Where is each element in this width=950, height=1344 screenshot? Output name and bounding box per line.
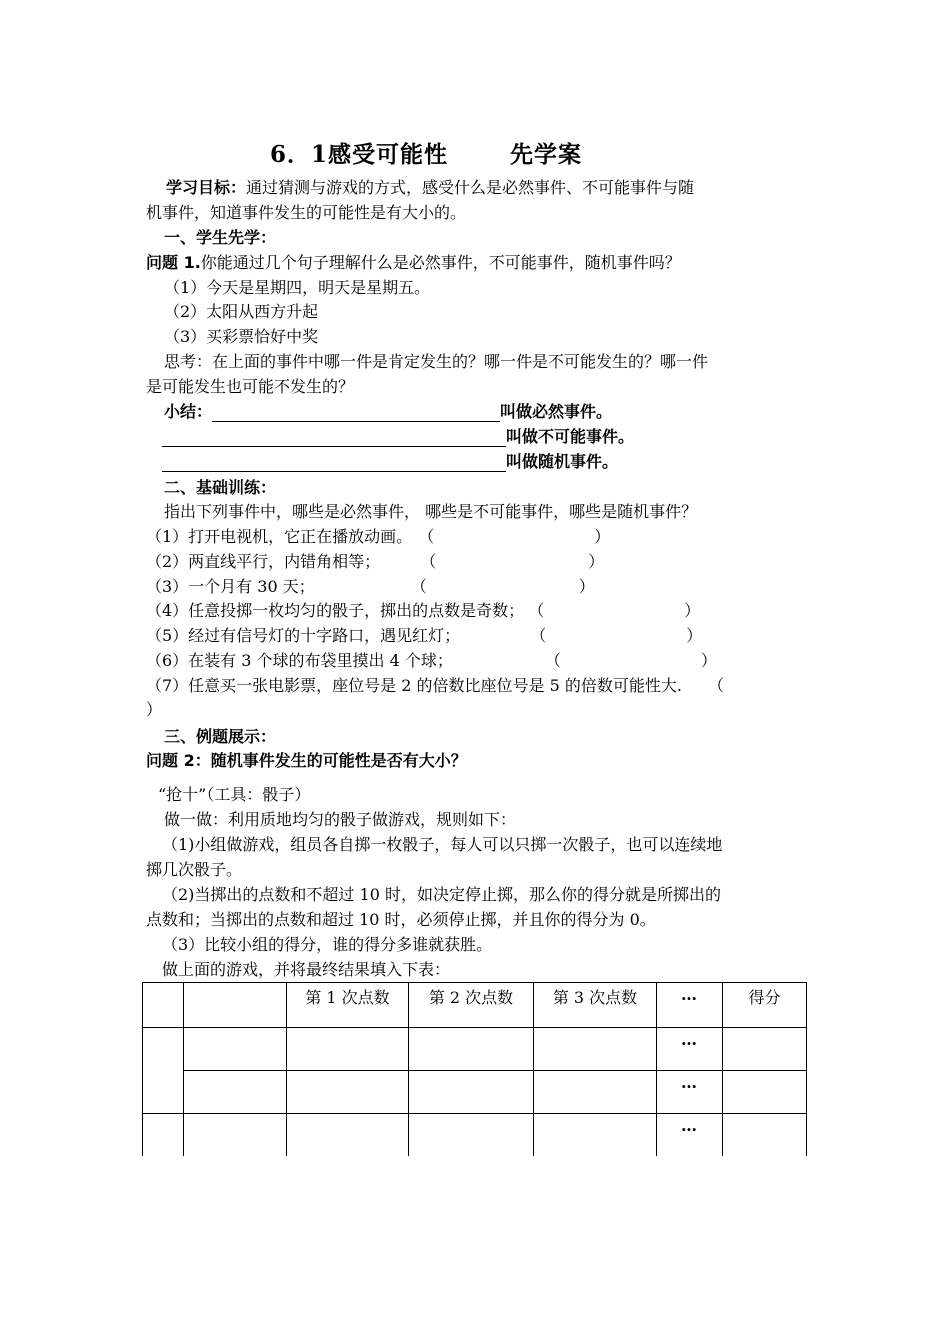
score-cell[interactable]	[723, 1028, 807, 1071]
header-cell-name	[184, 983, 287, 1028]
section3-heading: 三、例题展示：	[164, 727, 277, 746]
exercise-2: （2）两直线平行，内错角相等； （ ）	[146, 552, 605, 571]
think-line-1: 思考：在上面的事件中哪一件是肯定发生的？哪一件是不可能发生的？哪一件	[164, 352, 709, 371]
header-cell-group	[143, 983, 184, 1028]
section2-heading: 二、基础训练：	[164, 478, 277, 497]
objective-line-1: 学习目标：通过猜测与游戏的方式，感受什么是必然事件、不可能事件与随	[166, 178, 695, 197]
question-2: 问题 2：随机事件发生的可能性是否有大小？	[146, 751, 467, 770]
game-name: “抢十”（工具：骰子）	[158, 785, 311, 804]
table-row	[143, 1028, 807, 1071]
summary-blank-3[interactable]	[162, 455, 506, 472]
summary-blank-2[interactable]	[162, 430, 506, 447]
summary-line-2: 叫做不可能事件。	[162, 427, 634, 447]
fill-instruction: 做上面的游戏，并将最终结果填入下表：	[162, 960, 451, 979]
question-1: 问题 1.你能通过几个句子理解什么是必然事件，不可能事件，随机事件吗？	[146, 253, 681, 272]
header-cell-roll-2: 第 2 次点数	[409, 983, 534, 1028]
exercise-4: （4）任意投掷一枚均匀的骰子，掷出的点数是奇数； （ ）	[146, 601, 701, 620]
table-cell[interactable]	[409, 1114, 534, 1157]
header-cell-roll-3: 第 3 次点数	[534, 983, 657, 1028]
group-cell[interactable]	[143, 1114, 184, 1157]
exercise-3: （3）一个月有 30 天； （ ）	[146, 577, 595, 596]
ellipsis-cell: …	[657, 1071, 723, 1114]
exercise-6: （6）在装有 3 个球的布袋里摸出 4 个球； （ ）	[146, 651, 717, 670]
exercise-7-close[interactable]: ）	[146, 700, 163, 719]
table-cell[interactable]	[534, 1071, 657, 1114]
exercise-7: （7）任意买一张电影票，座位号是 2 的倍数比座位号是 5 的倍数可能性大. （	[146, 676, 724, 695]
rule-2a: （2)当掷出的点数和不超过 10 时，如决定停止掷，那么你的得分就是所掷出的	[162, 885, 721, 904]
page-title: 6．1感受可能性 先学案	[270, 141, 583, 168]
score-table	[142, 982, 807, 1156]
table-cell[interactable]	[534, 1114, 657, 1157]
table-cell[interactable]	[287, 1071, 409, 1114]
table-cell[interactable]	[184, 1071, 287, 1114]
table-cell[interactable]	[184, 1028, 287, 1071]
ellipsis-cell: …	[657, 1028, 723, 1071]
objective-line-2: 机事件，知道事件发生的可能性是有大小的。	[146, 203, 467, 222]
table-row	[143, 1114, 807, 1157]
score-cell[interactable]	[723, 1071, 807, 1114]
rule-1a: （1)小组做游戏，组员各自掷一枚骰子，每人可以只掷一次骰子，也可以连续地	[162, 835, 723, 854]
ellipsis-cell: …	[657, 1114, 723, 1157]
table-cell[interactable]	[534, 1028, 657, 1071]
exercise-1: （1）打开电视机，它正在播放动画。 （ ）	[146, 527, 611, 546]
table-cell[interactable]	[409, 1071, 534, 1114]
group-cell[interactable]	[143, 1028, 184, 1114]
summary-line-3: 叫做随机事件。	[162, 452, 618, 472]
header-cell-more: …	[657, 983, 723, 1028]
table-cell[interactable]	[287, 1028, 409, 1071]
summary-blank-1[interactable]	[212, 405, 500, 422]
table-cell[interactable]	[287, 1114, 409, 1157]
table-cell[interactable]	[409, 1028, 534, 1071]
section2-intro: 指出下列事件中，哪些是必然事件， 哪些是不可能事件，哪些是随机事件？	[164, 502, 698, 521]
q1-item-2: （2）太阳从西方升起	[164, 302, 319, 321]
header-cell-score: 得分	[723, 983, 807, 1028]
q1-item-1: （1）今天是星期四，明天是星期五。	[164, 278, 431, 297]
q1-item-3: （3）买彩票恰好中奖	[164, 327, 319, 346]
table-row	[143, 1071, 807, 1114]
rule-2b: 点数和；当掷出的点数和超过 10 时，必须停止掷，并且你的得分为 0。	[146, 910, 656, 929]
section1-heading: 一、学生先学：	[164, 228, 277, 247]
think-line-2: 是可能发生也可能不发生的？	[146, 377, 355, 396]
rule-3: （3）比较小组的得分，谁的得分多谁就获胜。	[162, 935, 493, 954]
table-cell[interactable]	[184, 1114, 287, 1157]
exercise-5: （5）经过有信号灯的十字路口，遇见红灯； （ ）	[146, 626, 703, 645]
do-it-line: 做一做：利用质地均匀的骰子做游戏，规则如下：	[164, 810, 517, 829]
score-cell[interactable]	[723, 1114, 807, 1157]
header-cell-roll-1: 第 1 次点数	[287, 983, 409, 1028]
rule-1b: 掷几次骰子。	[146, 860, 243, 879]
table-header-row	[143, 983, 807, 1028]
summary-line-1: 小结： 叫做必然事件。	[164, 402, 613, 421]
